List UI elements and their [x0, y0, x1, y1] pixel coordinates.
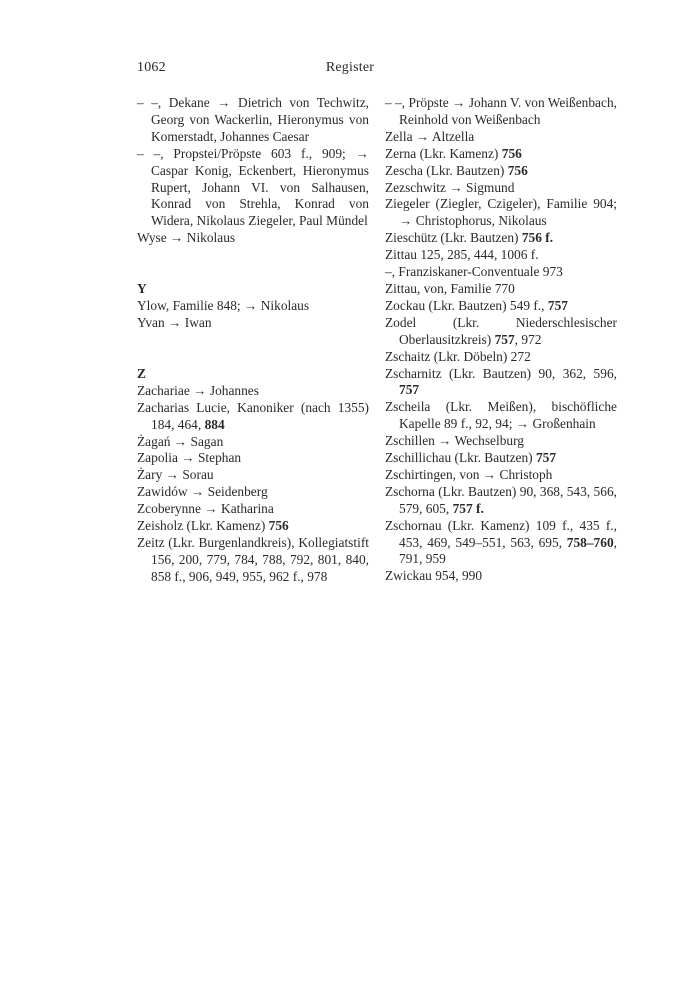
entry-text: Zschornau (Lkr. Kamenz) 109 f., 435 f., 453, 469, 549–551, 563, 695,	[385, 517, 617, 550]
entries-right	[385, 95, 617, 585]
entry-text: Zscheila (Lkr. Meißen), bischöfliche Kapelle 89 f., 92, 94; → Großenhain	[385, 399, 617, 432]
index-entry	[385, 399, 617, 433]
index-entry	[137, 146, 369, 231]
right-column	[385, 95, 617, 585]
section-heading-z: Z	[137, 365, 146, 381]
entry-text: , 972	[514, 331, 542, 347]
entry-page-ref-bold: 756 f.	[521, 230, 554, 246]
index-entry	[385, 163, 617, 180]
entry-text: Zezschwitz → Sigmund	[385, 179, 515, 195]
index-entry	[385, 450, 617, 467]
index-entry	[385, 467, 617, 484]
entry-text: Zittau 125, 285, 444, 1006 f.	[385, 247, 539, 263]
index-entry	[137, 383, 369, 400]
entry-text: Żagań → Sagan	[137, 433, 224, 449]
index-entry	[385, 568, 617, 585]
entry-text: – –, Propstei/Pröpste 603 f., 909; → Caspar Konig, Eckenbert, Hieronymus Rupert, Johann VI. von Salhausen, Konrad von Strehla, Konrad von Widera, Nikolaus Ziegeler, Paul Mündel	[137, 145, 369, 229]
entry-text: Zeisholz (Lkr. Kamenz)	[137, 518, 269, 534]
entry-page-ref-bold: 756	[268, 518, 289, 534]
index-entry	[385, 196, 617, 230]
entry-text: Zeitz (Lkr. Burgenlandkreis), Kollegiatstift 156, 200, 779, 784, 788, 792, 801, 840, 858 f., 906, 949, 955, 962 f., 978	[137, 534, 369, 584]
index-entry	[385, 518, 617, 569]
running-head: Register	[325, 60, 375, 75]
entry-text: Zella → Altzella	[385, 128, 475, 144]
entry-text: Zschorna (Lkr. Bautzen) 90, 368, 543, 566, 579, 605,	[385, 483, 617, 516]
entry-text: Zapolia → Stephan	[137, 450, 242, 466]
index-entry	[385, 264, 617, 281]
entry-text: Żary → Sorau	[137, 467, 214, 483]
entry-page-ref-bold: 757	[494, 331, 515, 347]
index-entry	[385, 281, 617, 298]
index-entry	[385, 180, 617, 197]
entry-text: Zieschütz (Lkr. Bautzen)	[385, 230, 522, 246]
index-entry	[385, 129, 617, 146]
section-heading-y: Y	[137, 281, 147, 297]
entry-text: Zschillichau (Lkr. Bautzen)	[385, 450, 536, 466]
entry-text: Zawidów → Seidenberg	[137, 484, 268, 500]
index-entry	[137, 315, 369, 332]
left-column	[137, 95, 369, 586]
index-entry	[385, 230, 617, 247]
entry-text: Zscharnitz (Lkr. Bautzen) 90, 362, 596,	[385, 365, 617, 381]
page-number: 1062	[137, 60, 166, 75]
entry-text: Zschaitz (Lkr. Döbeln) 272	[385, 348, 531, 364]
entry-text: Ziegeler (Ziegler, Czigeler), Familie 904; → Christophorus, Nikolaus	[385, 196, 617, 229]
entry-text: – –, Dekane → Dietrich von Techwitz, Georg von Wackerlin, Hieronymus von Komerstadt, Johannes Caesar	[137, 95, 369, 144]
entry-page-ref-bold: 757	[547, 297, 568, 313]
index-entry	[137, 95, 369, 146]
entry-text: Wyse → Nikolaus	[137, 230, 236, 246]
index-entry	[137, 535, 369, 586]
entry-text: Ylow, Familie 848; → Nikolaus	[137, 298, 310, 314]
entry-page-ref-bold: 757 f.	[452, 500, 484, 516]
entries-z	[137, 383, 369, 586]
index-entry	[137, 501, 369, 518]
index-entry	[385, 315, 617, 349]
index-entry	[137, 434, 369, 451]
entry-page-ref-bold: 884	[204, 416, 225, 432]
entry-text: Zockau (Lkr. Bautzen) 549 f.,	[385, 297, 548, 313]
entry-text: Zachariae → Johannes	[137, 382, 259, 398]
entry-page-ref-bold: 757	[535, 450, 557, 466]
index-entry	[137, 484, 369, 501]
entry-page-ref-bold: 756	[507, 162, 528, 178]
entry-text: Zescha (Lkr. Bautzen)	[385, 162, 508, 178]
entry-page-ref-bold: 757	[399, 382, 420, 398]
index-entry	[385, 484, 617, 518]
index-entry	[137, 298, 369, 315]
entry-text: Zwickau 954, 990	[385, 568, 483, 584]
index-entry	[385, 349, 617, 366]
index-entry	[137, 400, 369, 434]
entry-text: , 791, 959	[399, 534, 617, 567]
entry-text: Zittau, von, Familie 770	[385, 280, 515, 296]
index-entry	[137, 518, 369, 535]
entry-text: Zerna (Lkr. Kamenz)	[385, 145, 502, 161]
index-entry	[385, 247, 617, 264]
index-entry	[137, 450, 369, 467]
entry-text: – –, Pröpste → Johann V. von Weißenbach, Reinhold von Weißenbach	[385, 95, 617, 127]
index-entry	[385, 146, 617, 163]
entry-text: Zodel (Lkr. Niederschlesischer Oberlausitzkreis)	[385, 314, 617, 347]
index-entry	[385, 95, 617, 129]
entry-text: –, Franziskaner-Conventuale 973	[385, 264, 563, 280]
entry-text: Zcoberynne → Katharina	[137, 501, 274, 517]
index-entry	[385, 366, 617, 400]
index-entry	[137, 230, 369, 247]
index-entry	[137, 467, 369, 484]
entries-top	[137, 95, 369, 247]
index-entry	[385, 433, 617, 450]
entries-y	[137, 298, 369, 332]
entry-text: Zschillen → Wechselburg	[385, 433, 524, 449]
entry-page-ref-bold: 756	[501, 145, 522, 161]
entry-text: Zacharias Lucie, Kanoniker (nach 1355) 184, 464,	[137, 399, 369, 432]
index-entry	[385, 298, 617, 315]
entry-text: Zschirtingen, von → Christoph	[385, 466, 553, 482]
entry-text: Yvan → Iwan	[137, 314, 212, 330]
entry-page-ref-bold: 758–760	[566, 534, 614, 550]
